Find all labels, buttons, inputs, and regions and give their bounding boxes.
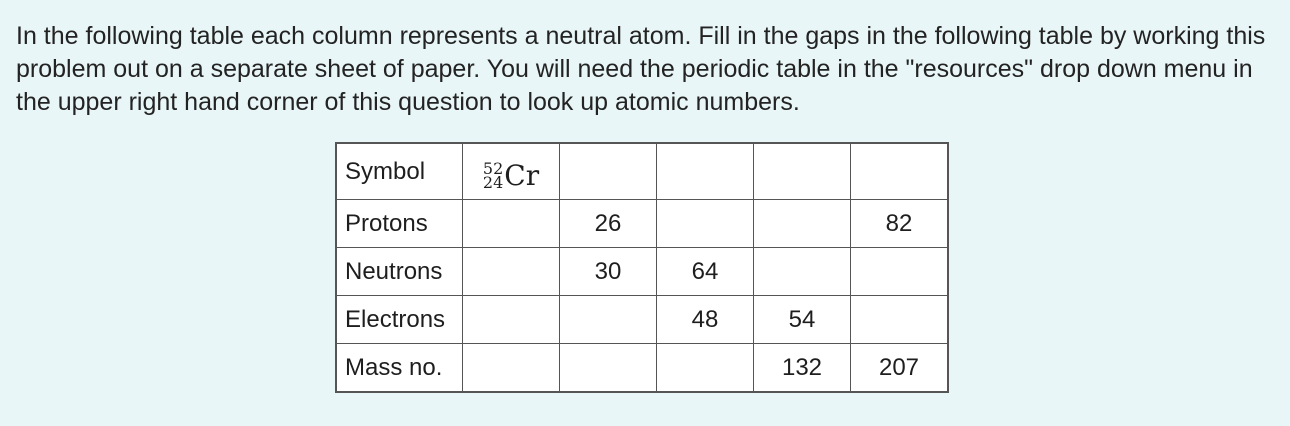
electrons-cell-3: 48 [657,296,754,344]
neutrons-cell-5[interactable] [851,248,949,296]
electrons-cell-4: 54 [754,296,851,344]
symbol-cell-5[interactable] [851,143,949,200]
protons-cell-5: 82 [851,200,949,248]
neutrons-cell-4[interactable] [754,248,851,296]
row-label-symbol: Symbol [336,143,463,200]
symbol-cell-2[interactable] [560,143,657,200]
atom-table [335,142,949,393]
electrons-cell-1[interactable] [463,296,560,344]
row-label-mass-number: Mass no. [336,344,463,393]
row-label-protons: Protons [336,200,463,248]
nuclide-symbol [482,158,540,192]
table-row-mass-number [336,344,948,393]
symbol-cell-1 [463,143,560,200]
symbol-cell-3[interactable] [657,143,754,200]
mass-cell-5: 207 [851,344,949,393]
atomic-number: 24 [482,172,504,192]
mass-cell-3[interactable] [657,344,754,393]
table-row-symbol [336,143,948,200]
electrons-cell-5[interactable] [851,296,949,344]
protons-cell-1[interactable] [463,200,560,248]
neutrons-cell-2: 30 [560,248,657,296]
mass-cell-2[interactable] [560,344,657,393]
symbol-cell-4[interactable] [754,143,851,200]
neutrons-cell-1[interactable] [463,248,560,296]
protons-cell-4[interactable] [754,200,851,248]
protons-cell-2: 26 [560,200,657,248]
mass-cell-4: 132 [754,344,851,393]
neutrons-cell-3: 64 [657,248,754,296]
mass-cell-1[interactable] [463,344,560,393]
electrons-cell-2[interactable] [560,296,657,344]
row-label-electrons: Electrons [336,296,463,344]
row-label-neutrons: Neutrons [336,248,463,296]
question-text: In the following table each column represents a neutral atom. Fill in the gaps in the following table by working this problem out on a separate sheet of paper. You will need the periodic table in the "resources" drop down menu in the upper right hand corner of this question to look up atomic numbers. [16,22,1266,116]
table-row-protons [336,200,948,248]
table-row-neutrons [336,248,948,296]
mass-number: 52 [482,158,504,178]
protons-cell-3[interactable] [657,200,754,248]
table-row-electrons [336,296,948,344]
element-symbol: Cr [504,158,540,192]
